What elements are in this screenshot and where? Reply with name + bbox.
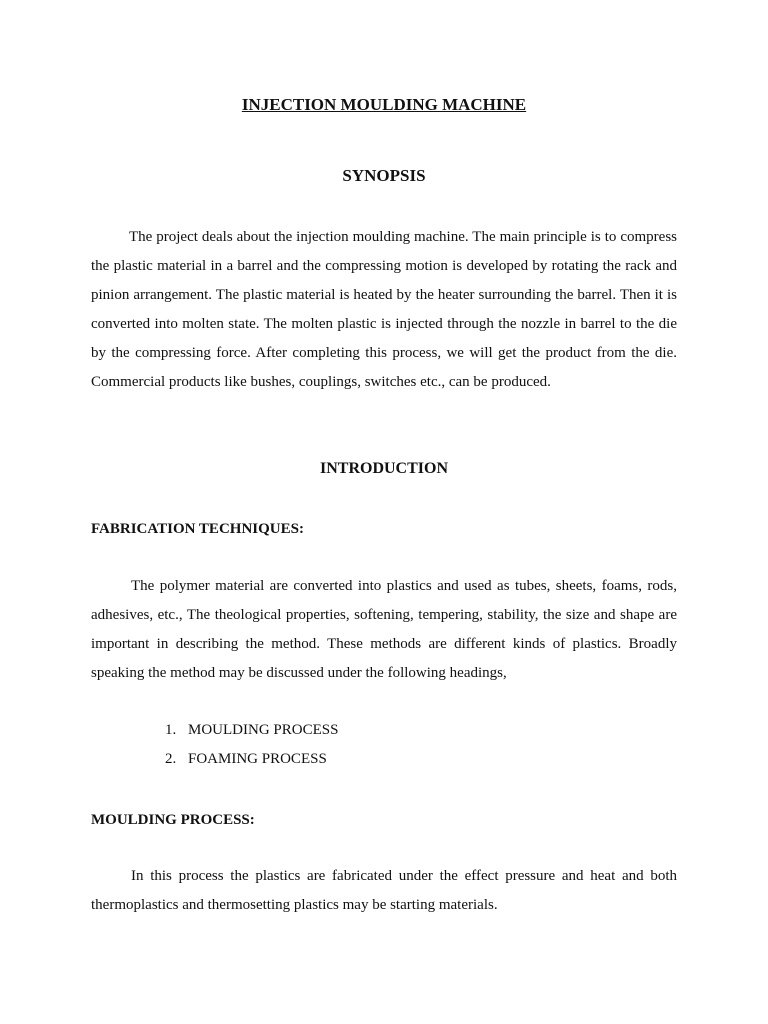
- introduction-heading: INTRODUCTION: [319, 460, 448, 477]
- moulding-process-heading: MOULDING PROCESS:: [91, 812, 255, 828]
- synopsis-paragraph: The project deals about the injection moulding machine. The main principle is to compress the plastic material in a barrel and the compressing motion is developed by rotating the rack and pinion arrangement. The plastic material is heated by the heater surrounding the barrel. Then it is converted into molten state. The molten plastic is injected through the nozzle in barrel to the die by the compressing force. After completing this process, we will get the product from the die. Commercial products like bushes, couplings, switches etc., can be produced.: [91, 229, 677, 390]
- list-item-number: 2.: [165, 751, 177, 767]
- list-item-number: 1.: [165, 722, 177, 738]
- list-item: [165, 716, 338, 745]
- document-title: [0, 94, 768, 116]
- moulding-paragraph: In this process the plastics are fabricated under the effect pressure and heat and both thermoplastics and thermosetting plastics may be starting materials.: [91, 868, 677, 913]
- list-item-label: MOULDING PROCESS: [188, 722, 339, 738]
- fabrication-paragraph: The polymer material are converted into plastics and used as tubes, sheets, foams, rods, adhesives, etc., The theological properties, softening, tempering, stability, the size and shape are important in describing the method. These methods are different kinds of plastics. Broadly speaking the method may be discussed under the following headings,: [91, 578, 677, 681]
- fabrication-techniques-heading: FABRICATION TECHNIQUES:: [91, 521, 304, 537]
- synopsis-heading: SYNOPSIS: [342, 166, 426, 185]
- list-item: [165, 745, 338, 774]
- document-title-text: INJECTION MOULDING MACHINE: [241, 95, 527, 114]
- process-list: [165, 716, 338, 774]
- list-item-label: FOAMING PROCESS: [188, 751, 327, 767]
